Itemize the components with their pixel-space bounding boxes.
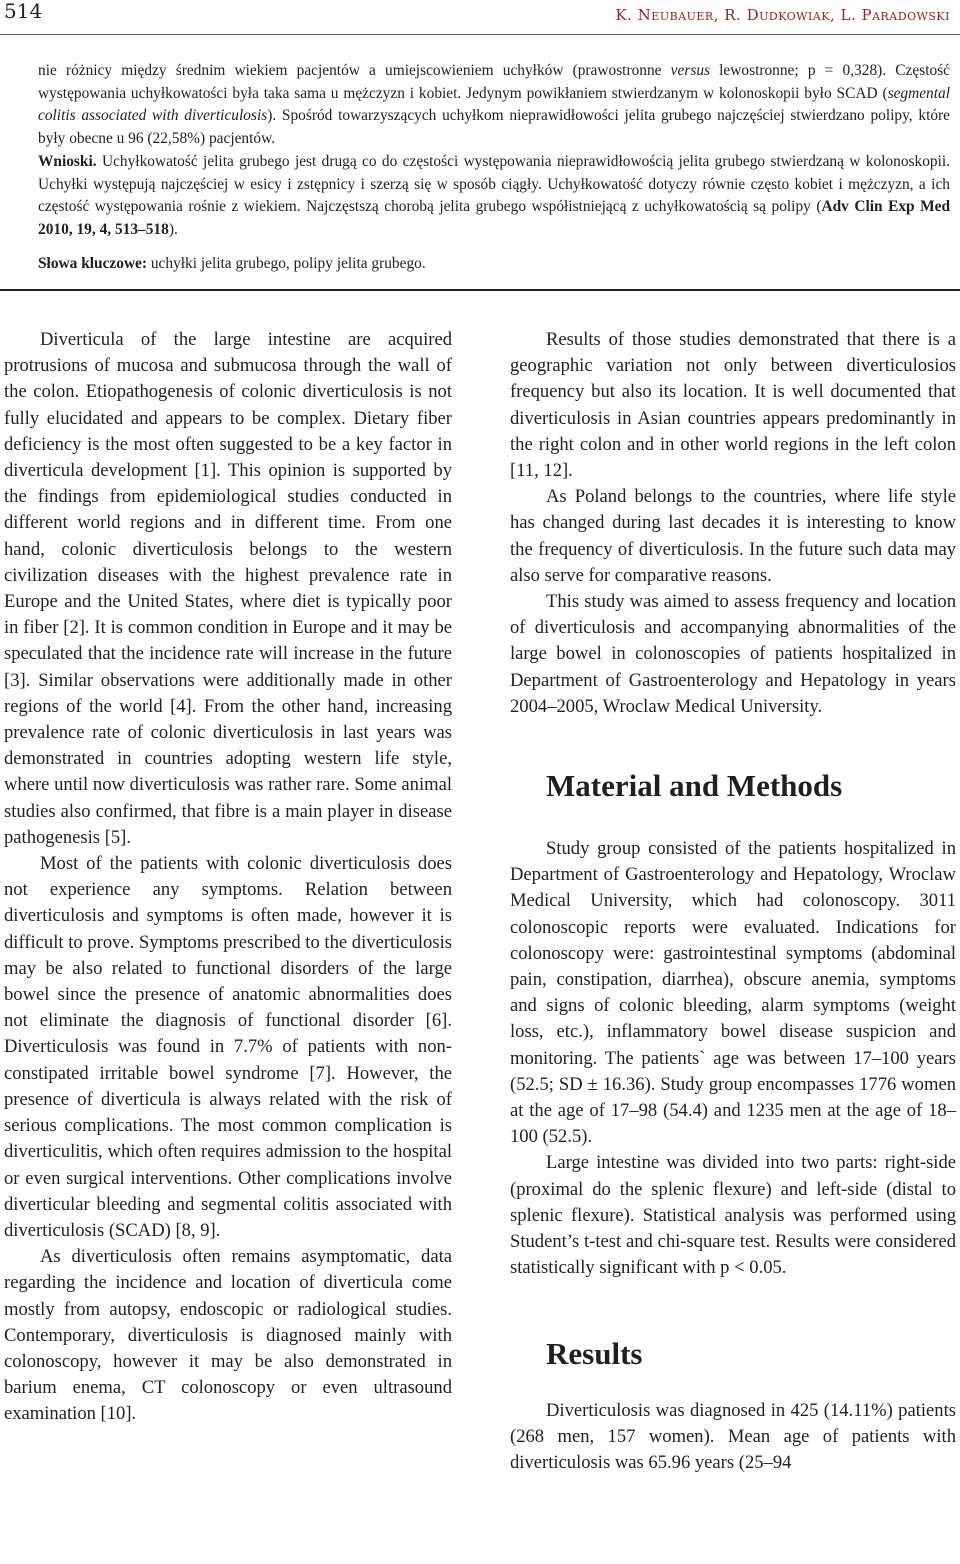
abstract-text: ). <box>168 220 178 238</box>
abstract-rule <box>0 289 960 291</box>
page-number: 514 <box>4 0 43 23</box>
abstract-keywords <box>38 253 950 276</box>
section-heading-methods: Material and Methods <box>546 768 843 804</box>
abstract-results-paragraph <box>38 60 950 151</box>
abstract-text: Uchyłkowatość jelita grubego jest drugą co do częstości występowania nieprawidłowością jelita grubego stwierdzaną w kolonoskopii. Uchyłki występują najczęściej w esicy i zstępnicy i szerzą się w sposób ciągły. Uchyłkowatość dotyczy równie często kobiet i mężczyzn, a ich częstość występowania rośnie z wiekiem. Najczęstszą chorobą jelita grubego współistniejącą z uchyłkowatością są polipy ( <box>38 152 950 216</box>
left-column <box>4 327 452 1428</box>
abstract-conclusions-paragraph <box>38 151 950 242</box>
abstract-text: nie różnicy między średnim wiekiem pacjentów a umiejscowieniem uchyłków (prawostronne <box>38 62 671 79</box>
body-paragraph: Large intestine was divided into two parts: right-side (proximal do the splenic flexure) and left-side (distal to splenic flexure). Statistical analysis was performed using Student’s t-test and chi-square test. Results were considered statistically significant with p < 0.05. <box>510 1152 956 1279</box>
abstract-text: lewostronne; p = 0,328). Częstość występowania uchyłkowatości była taka sama u mężczyzn i kobiet. Jedynym powikłaniem stwierdzanym w kolonoskopii było SCAD ( <box>38 62 950 102</box>
abstract-italic-term: segmental colitis associated with diverticulosis <box>38 84 950 125</box>
right-column <box>510 327 956 1476</box>
body-paragraph: Diverticula of the large intestine are acquired protrusions of mucosa and submucosa through the wall of the colon. Etiopathogenesis of colonic diverticulosis is not fully elucidated and appears to be complex. Dietary fiber deficiency is the most often suggested to be a key factor in diverticula development [1]. This opinion is supported by the findings from epidemiological studies conducted in different world regions and in different time. From one hand, colonic diverticulosis belongs to the western civilization diseases with the highest prevalence rate in Europe and the United States, where diet is typically poor in fiber [2]. It is common condition in Europe and it may be speculated that the incidence rate will increase in the future [3]. Similar observations were additionally made in other regions of the world [4]. From the other hand, increasing prevalence rate of colonic diverticulosis in last years was demonstrated in countries adopting western life style, where until now diverticulosis was rather rare. Some animal studies also confirmed, that fibre is a main player in disease pathogenesis [5]. <box>4 329 452 848</box>
abstract-conclusions-label: Wnioski. <box>38 152 97 170</box>
running-head: K. Neubauer, R. Dudkowiak, L. Paradowski <box>615 6 950 24</box>
body-paragraph: Most of the patients with colonic diverticulosis does not experience any symptoms. Relation between diverticulosis and symptoms is often made, however it is difficult to prove. Symptoms prescribed to the diverticulosis may be also related to functional disorders of the large bowel since the presence of anatomic abnormalities does not eliminate the diagnosis of functional disorder [6]. Diverticulosis was found in 7.7% of patients with non-constipated irritable bowel syndrome [7]. However, the presence of diverticula is always related with the risk of serious complications. The most common complication is diverticulitis, which often requires admission to the hospital or even surgical interventions. Other complications involve diverticular bleeding and segmental colitis associated with diverticulosis (SCAD) [8, 9]. <box>4 853 452 1241</box>
keywords-label: Słowa kluczowe: <box>38 254 148 272</box>
section-heading-results: Results <box>546 1335 643 1371</box>
body-paragraph: As Poland belongs to the countries, where life style has changed during last decades it is interesting to know the frequency of diverticulosis. In the future such data may also serve for comparative reasons. <box>510 486 956 586</box>
abstract-text: ). Spośród towarzyszących uchyłkom nieprawidłowości jelita grubego najczęściej stwierdzano polipy, które były obecne u 96 (22,58%) pacjentów. <box>38 107 951 148</box>
abstract-citation: Adv Clin Exp Med 2010, 19, 4, 513–518 <box>38 198 951 238</box>
keywords-text: uchyłki jelita grubego, polipy jelita grubego. <box>147 254 426 272</box>
abstract-polish <box>38 60 950 275</box>
body-paragraph: This study was aimed to assess frequency and location of diverticulosis and accompanying abnormalities of the large bowel in colonoscopies of patients hospitalized in Department of Gastroenterology and Hepatology in years 2004–2005, Wroclaw Medical University. <box>510 591 956 717</box>
body-paragraph: Study group consisted of the patients hospitalized in Department of Gastroenterology and Hepatology, Wroclaw Medical University, which had colonoscopy. 3011 colonoscopic reports were evaluated. Indications for colonoscopy were: gastrointestinal symptoms (abdominal pain, constipation, diarrhea), obscure anemia, symptoms and signs of colonic bleeding, alarm symptoms (weight loss, etc.), inflammatory bowel disease suspicion and monitoring. The patients` age was between 17–100 years (52.5; SD ± 16.36). Study group encompasses 1776 women at the age of 17–98 (54.4) and 1235 men at the age of 18–100 (52.5). <box>510 838 956 1148</box>
body-paragraph: As diverticulosis often remains asymptomatic, data regarding the incidence and location of diverticula come mostly from autopsy, endoscopic or radiological studies. Contemporary, diverticulosis is diagnosed mainly with colonoscopy, however it may be also demonstrated in barium enema, CT colonoscopy or even ultrasound examination [10]. <box>4 1246 452 1425</box>
body-paragraph: Diverticulosis was diagnosed in 425 (14.11%) patients (268 men, 157 women). Mean age of patients with diverticulosis was 65.96 years (25–94 <box>510 1399 956 1473</box>
body-paragraph: Results of those studies demonstrated that there is a geographic variation not only between diverticulosios frequency but also its location. It is well documented that diverticulosis in Asian countries appears predominantly in the right colon and in other world regions in the left colon [11, 12]. <box>510 329 956 482</box>
header-rule <box>0 34 960 35</box>
abstract-italic-versus: versus <box>670 62 710 79</box>
